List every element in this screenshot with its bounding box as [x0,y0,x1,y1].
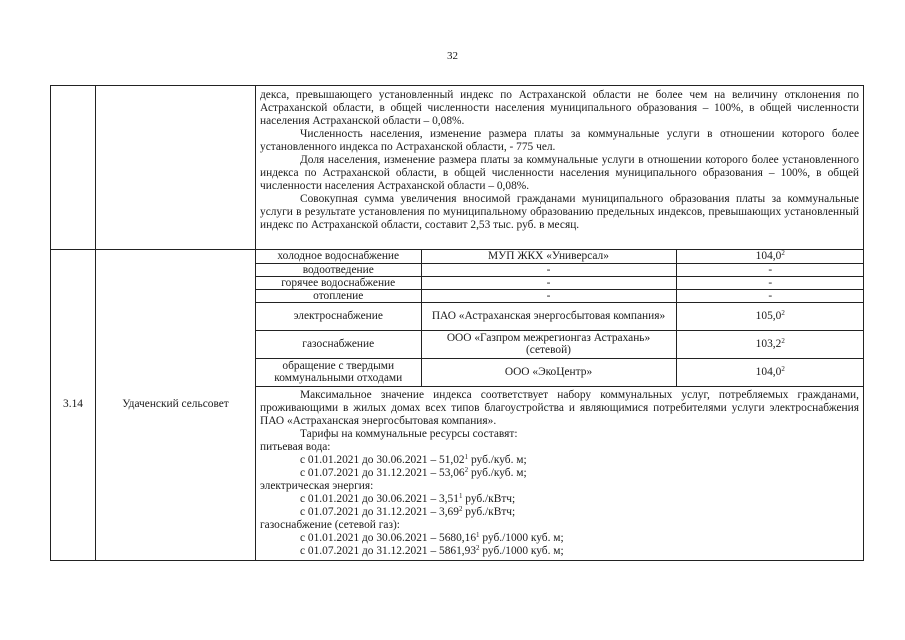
index-value: 103,2 [755,338,782,350]
service-row [256,250,864,263]
details-cell [256,250,864,561]
service-row [256,330,864,358]
index-table [50,85,864,561]
tariff-line: с 01.01.2021 до 30.06.2021 – 3,51$^1$ руб./кВтч; [300,491,516,505]
service-row [256,289,864,302]
service-row [256,276,864,289]
service-name: водоотведение [256,263,421,276]
continuation-cell [256,86,864,250]
paragraph: Доля населения, изменение размера платы за коммунальные услуги в отношении которого более установленного индекса по Астраханской области, в общей численности населения муниципального образования – 100%, в общей численности населения Астраханской области – 0,08%. [260,154,859,192]
index-value: - [768,263,773,276]
page-number: 32 [447,50,458,62]
tariff-line: с 01.07.2021 до 31.12.2021 – 5861,93$^2$ руб./1000 куб. м; [300,543,564,557]
table-row [51,250,864,561]
index-value: 104,0 [755,250,782,263]
service-provider: - [421,276,676,289]
service-index [676,263,864,276]
footnote-mark: 2 [781,365,785,373]
service-row [256,302,864,330]
services-table [256,250,864,387]
footnote-mark: 2 [781,337,785,345]
index-value: - [768,289,773,302]
service-index [676,250,864,263]
water-label: питьевая вода: [260,440,331,453]
footnote-mark: 2 [781,249,785,258]
number-cell-empty [51,86,96,250]
service-provider: - [421,263,676,276]
index-value: - [768,276,773,289]
service-name: электроснабжение [256,302,421,330]
electricity-label: электрическая энергия: [260,479,374,492]
max-index-text: Максимальное значение индекса соответствует набору коммунальных услуг, потребляемых гражданами, проживающими в жилых домах всех типов благоустройства и являющимися потребителями услуги электроснабжения ПАО «Астраханская энергосбытовая компания». [260,388,859,427]
tariff-line: с 01.01.2021 до 30.06.2021 – 5680,16$^1$ руб./1000 куб. м; [300,530,564,544]
gas-label: газоснабжение (сетевой газ): [260,518,400,531]
tariff-line: с 01.01.2021 до 30.06.2021 – 51,02$^1$ руб./куб. м; [300,452,527,466]
service-provider: ПАО «Астраханская энергосбытовая компания» [421,302,676,330]
paragraph: Численность населения, изменение размера платы за коммунальные услуги в отношении которого более установленного индекса по Астраханской области, - 775 чел. [260,128,859,153]
index-value: 105,0 [755,310,782,322]
service-name: отопление [256,289,421,302]
row-number: 3.14 [51,250,96,561]
index-value: 104,0 [755,366,782,378]
service-provider: ООО «Газпром межрегионгаз Астрахань» (сетевой) [421,330,676,358]
name-cell-empty [96,86,256,250]
service-index [676,289,864,302]
service-name: газоснабжение [256,330,421,358]
service-name: обращение с твердыми коммунальными отходами [256,358,421,386]
service-index [676,330,864,358]
table-row [51,86,864,250]
service-row [256,358,864,386]
service-name: горячее водоснабжение [256,276,421,289]
footnote-mark: 2 [781,309,785,317]
tariff-line: с 01.07.2021 до 31.12.2021 – 3,69$^2$ руб./кВтч; [300,504,516,518]
service-name: холодное водоснабжение [256,250,421,263]
paragraph: декса, превышающего установленный индекс по Астраханской области не более чем на величину отклонения по Астраханской области, в общей численности населения муниципального образования – 100%, в общей численности населения Астраханской области – 0,08%. [260,89,859,127]
service-row [256,263,864,276]
service-index [676,302,864,330]
paragraph: Совокупная сумма увеличения вносимой гражданами муниципального образования платы за коммунальные услуги в результате установления по муниципальному образованию предельных индексов, превышающих установленный индекс по Астраханской области, составит 2,53 тыс. руб. в месяц. [260,193,859,231]
municipality-name: Удаченский сельсовет [96,250,256,561]
service-provider: МУП ЖКХ «Универсал» [421,250,676,263]
tariffs-heading: Тарифы на коммунальные ресурсы составят: [300,427,518,440]
service-provider: ООО «ЭкоЦентр» [421,358,676,386]
tariff-line: с 01.07.2021 до 31.12.2021 – 53,06$^2$ руб./куб. м; [300,465,527,479]
service-index [676,358,864,386]
service-index [676,276,864,289]
service-provider: - [421,289,676,302]
